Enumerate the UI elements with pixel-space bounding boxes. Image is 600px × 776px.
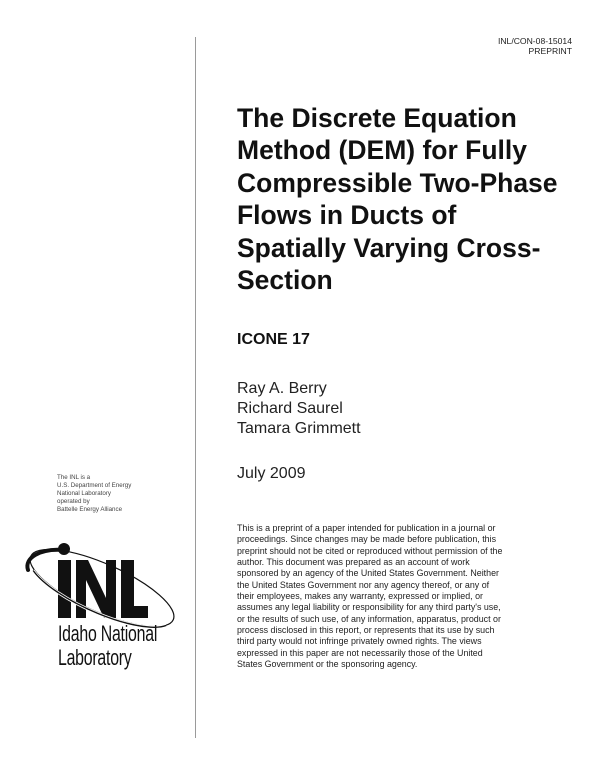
author-list xyxy=(237,379,361,439)
title-line: Method (DEM) for Fully xyxy=(237,135,527,166)
logo-wordmark xyxy=(58,622,157,670)
preprint-label: PREPRINT xyxy=(528,46,572,56)
author: Tamara Grimmett xyxy=(237,420,361,437)
operator-line: The INL is a xyxy=(57,474,91,481)
author: Richard Saurel xyxy=(237,400,343,417)
operator-line: National Laboratory xyxy=(57,490,112,497)
operator-line: Battelle Energy Alliance xyxy=(57,506,123,513)
operator-line: operated by xyxy=(57,498,90,505)
disclaimer-line: This is a preprint of a paper intended for publication in a journal or xyxy=(237,523,496,533)
disclaimer-line: expressed in this paper are not necessarily those of the United xyxy=(237,647,483,658)
publication-date: July 2009 xyxy=(237,465,306,482)
report-identifier xyxy=(498,36,572,56)
disclaimer-line: sponsored by an agency of the United States Government. Neither xyxy=(237,568,499,579)
disclaimer-line: third party would not infringe privately owned rights. The views xyxy=(237,636,482,647)
disclaimer-text xyxy=(237,523,567,670)
disclaimer-line: States Government or the sponsoring agency. xyxy=(237,659,418,670)
conference-name: ICONE 17 xyxy=(237,331,310,348)
title-line: The Discrete Equation xyxy=(237,103,517,133)
operator-line: U.S. Department of Energy xyxy=(57,482,132,489)
disclaimer-line: preprint should not be cited or reproduced without permission of the xyxy=(237,545,503,556)
disclaimer-line: or the results of such use, of any information, apparatus, product or xyxy=(237,613,501,624)
disclaimer-line: the United States Government nor any agency thereof, or any of xyxy=(237,579,490,590)
disclaimer-line: author. This document was prepared as an account of work xyxy=(237,557,470,568)
title-line: Spatially Varying Cross- xyxy=(237,232,541,263)
logo-name-line2: Laboratory xyxy=(58,645,132,670)
disclaimer-line: proceedings. Since changes may be made before publication, this xyxy=(237,534,497,545)
disclaimer-line: their employees, makes any warranty, expressed or implied, or xyxy=(237,591,483,602)
logo-name-line1: Idaho National xyxy=(58,621,158,646)
title-line: Flows in Ducts of xyxy=(237,200,457,231)
document-title xyxy=(237,102,582,296)
disclaimer-line: process disclosed in this report, or represents that its use by such xyxy=(237,625,495,636)
title-line: Section xyxy=(237,265,333,296)
report-number: INL/CON-08-15014 xyxy=(497,36,572,46)
title-line: Compressible Two-Phase xyxy=(237,167,558,198)
vertical-divider xyxy=(195,37,196,738)
author: Ray A. Berry xyxy=(237,380,327,397)
disclaimer-line: assumes any legal liability or responsibility for any third party's use, xyxy=(237,602,501,613)
operator-statement xyxy=(57,474,131,514)
